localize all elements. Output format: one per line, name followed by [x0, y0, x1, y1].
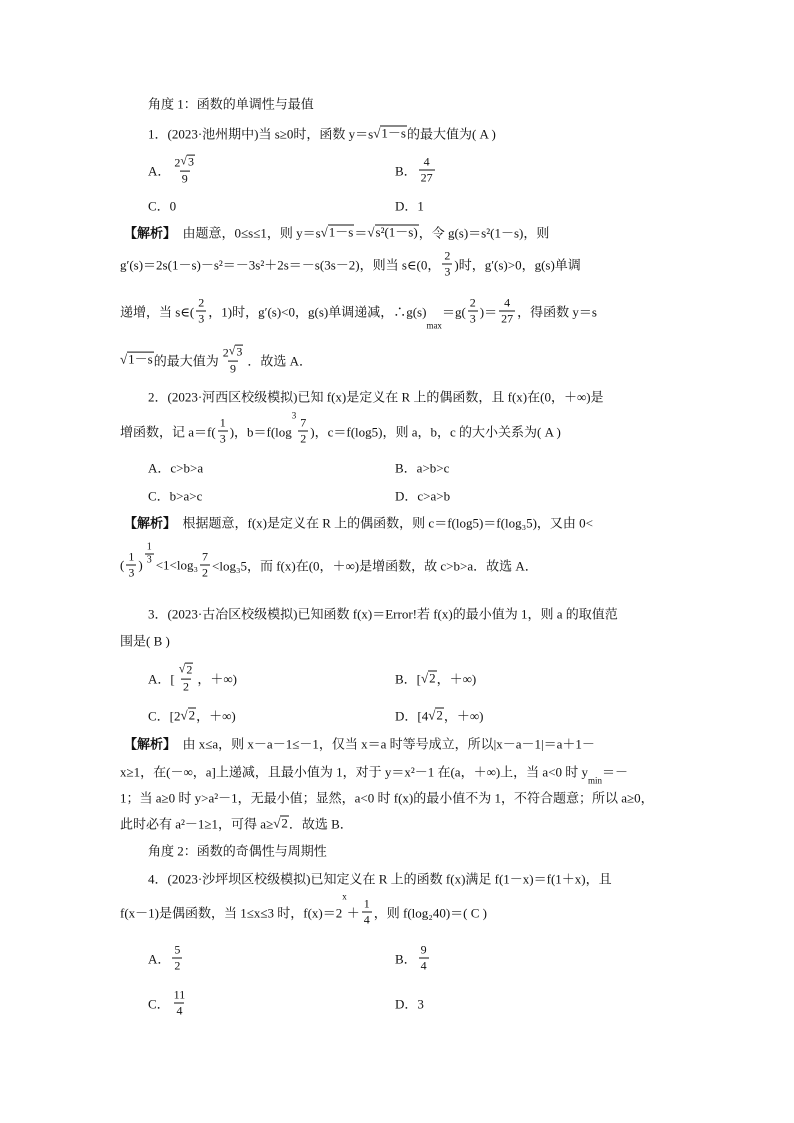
radical: √ 2	[181, 707, 197, 723]
text: <log₃5，而 f(x)在(0，＋∞)是增函数，故 c>b>a．故选 A．	[212, 558, 538, 574]
angle1-title	[148, 94, 314, 113]
text: 4．(2023·沙坪坝区校级模拟)已知定义在 R 上的函数 f(x)满足 f(1－x)＝f(1＋x)，且	[148, 871, 612, 887]
text: ，得函数 y＝s	[517, 304, 597, 320]
q3-solution-line-2	[120, 762, 629, 786]
q3-option-a	[148, 663, 237, 694]
q3-stem-line-2	[120, 631, 170, 650]
fraction: $\frac{1}{3}$	[128, 549, 135, 580]
q4-stem-line-2	[120, 891, 487, 927]
text: 围是( B )	[120, 633, 170, 649]
fraction: 2 √ 3 9	[172, 155, 197, 186]
text: ＋	[346, 905, 360, 921]
q2-solution-line-1	[124, 513, 593, 532]
fraction: $\frac{11}{4}$	[173, 987, 186, 1018]
q4-option-c	[148, 989, 189, 1018]
section-heading: 角度 1：函数的单调性与最值	[148, 96, 314, 112]
radical: √ 1－s	[373, 125, 407, 141]
fraction: 2 √ 3 9	[221, 345, 246, 376]
superscript: 3	[291, 410, 297, 421]
q3-solution-line-4	[120, 814, 353, 833]
fraction: $\frac{7}{2}$	[202, 549, 208, 580]
text: ＝－	[602, 764, 629, 780]
fraction: $\frac{4}{27}$	[501, 295, 514, 326]
option-text: D．c>a>b	[395, 488, 451, 504]
q3-option-c	[148, 706, 236, 725]
q1-stem	[148, 124, 496, 143]
radical: √ s²(1－s)	[367, 224, 418, 240]
fraction: $\frac{1}{4}$	[363, 896, 370, 927]
q1-option-a	[148, 155, 199, 186]
text: ．故选 A．	[247, 353, 312, 369]
option-text: A．c>b>a	[148, 460, 204, 476]
radical: √ 3	[229, 345, 244, 360]
option-text: C．0	[148, 198, 177, 214]
q3-solution-line-1	[124, 734, 595, 753]
text: ，则 f(log₂40)＝( C )	[373, 905, 487, 921]
text: )，b＝f(log	[229, 424, 292, 440]
text: 增函数，记 a＝f(	[120, 424, 216, 440]
q2-stem-line-1	[148, 387, 604, 406]
fraction: $\frac{4}{27}$	[420, 154, 433, 185]
q1-option-c	[148, 196, 176, 215]
angle2-title	[148, 841, 327, 860]
q3-solution-line-3	[120, 788, 654, 807]
q2-option-c	[148, 486, 202, 505]
q2-solution-line-2	[120, 541, 538, 580]
exponent-fraction: $\frac{1}{3}$	[146, 541, 152, 566]
option-text: D．3	[395, 996, 424, 1012]
text: 此时必有 a²－1≥1，可得 a≥	[120, 816, 274, 832]
superscript: x	[342, 891, 347, 902]
fraction: $\frac{2}{3}$	[444, 248, 451, 279]
q1-solution-line-2	[120, 250, 581, 279]
text: ．故选 B．	[288, 816, 353, 832]
text: 由 x≤a，则 x－a－1≤－1，仅当 x＝a 时等号成立，所以|x－a－1|＝a＋1－	[176, 736, 595, 752]
text: <1<log₃	[155, 557, 198, 572]
option-text: B．a>b>c	[395, 460, 450, 476]
text: 的最大值为( A )	[406, 126, 496, 142]
text: ，1)时，g′(s)<0，g(s)单调递减，∴g(s)	[208, 304, 427, 320]
section-heading: 角度 2：函数的奇偶性与周期性	[148, 843, 327, 859]
text: )	[138, 557, 143, 572]
option-text: D．1	[395, 198, 424, 214]
text: ，＋∞)	[443, 708, 484, 724]
radical: √ 2	[273, 815, 289, 831]
text: )时，g′(s)>0，g(s)单调	[454, 257, 581, 273]
text: B．[	[395, 671, 422, 687]
q1-solution-line-1	[124, 223, 549, 242]
fraction: $\frac{1}{3}$	[219, 415, 226, 446]
text: )，c＝f(log5)，则 a，b，c 的大小关系为( A )	[310, 424, 561, 440]
q2-option-a	[148, 458, 203, 477]
text: 1；当 a≥0 时 y>a²－1，无最小值；显然，a<0 时 f(x)的最小值不为 1，不符合题意；所以 a≥0，	[120, 790, 654, 806]
text: 2．(2023·河西区校级模拟)已知 f(x)是定义在 R 上的偶函数，且 f(x)在(0，＋∞)是	[148, 389, 604, 405]
fraction: $\frac{2}{3}$	[198, 295, 205, 326]
text: 递增，当 s∈(	[120, 304, 195, 320]
q2-option-b	[395, 458, 449, 477]
q4-option-a	[148, 944, 184, 973]
text: 根据题意，f(x)是定义在 R 上的偶函数，则 c＝f(log5)＝f(log₃5)，又由 0<	[176, 515, 594, 531]
text: 1．(2023·池州期中)当 s≥0时，函数 y＝s	[148, 126, 374, 142]
solution-tag: 【解析】	[124, 225, 177, 241]
text: C．[2	[148, 708, 181, 724]
text: 的最大值为	[153, 353, 219, 369]
option-label: C．	[148, 996, 170, 1012]
text: )＝	[479, 304, 498, 320]
q4-option-b	[395, 944, 431, 973]
option-label: B．	[395, 951, 417, 967]
text: A．[	[148, 671, 175, 687]
q1-option-d	[395, 196, 424, 215]
radical: √ 1－s	[120, 352, 154, 368]
solution-tag: 【解析】	[124, 736, 177, 752]
fraction: √ $\frac{2}{2}$	[177, 663, 196, 694]
text: D．[4	[395, 708, 429, 724]
option-label: A．	[148, 951, 171, 967]
radical: √ 2	[428, 707, 444, 723]
radical: √ 3	[180, 155, 195, 170]
option-text: C．b>a>c	[148, 488, 203, 504]
q2-option-d	[395, 486, 450, 505]
q3-option-b	[395, 669, 476, 688]
subscript: max	[426, 320, 442, 331]
text: f(x－1)是偶函数，当 1≤x≤3 时，f(x)＝2	[120, 905, 343, 921]
text: (	[120, 557, 125, 572]
radical: √ 2	[421, 670, 437, 686]
text: ，＋∞)	[196, 708, 236, 724]
fraction: $\frac{5}{2}$	[174, 942, 181, 973]
option-label: B．	[395, 163, 417, 179]
text: x≥1，在(－∞，a]上递减，且最小值为 1，对于 y＝x²－1 在(a，＋∞)上，当 a<0 时 y	[120, 764, 589, 780]
q3-option-d	[395, 706, 483, 725]
q4-option-d	[395, 994, 424, 1013]
q3-stem-line-1	[148, 604, 618, 623]
fraction: $\frac{9}{4}$	[420, 942, 427, 973]
radical: √ 2	[179, 663, 194, 678]
q4-stem-line-1	[148, 869, 612, 888]
subscript: min	[588, 775, 603, 786]
text: ，＋∞)	[197, 671, 237, 687]
q2-stem-line-2	[120, 410, 561, 446]
radical: √ 1－s	[321, 224, 355, 240]
fraction: $\frac{7}{2}$	[300, 415, 307, 446]
text: ＝g(	[441, 304, 466, 320]
q1-solution-line-3	[120, 295, 597, 331]
text: 3．(2023·古冶区校级模拟)已知函数 f(x)＝Error!若 f(x)的最小值为 1，则 a 的取值范	[148, 606, 618, 622]
solution-tag: 【解析】	[124, 515, 177, 531]
q1-option-b	[395, 156, 437, 185]
text: ＝	[354, 225, 368, 241]
option-label: A．	[148, 163, 171, 179]
text: g′(s)＝2s(1－s)－s²＝－3s²＋2s＝－s(3s－2)，则当 s∈(0，	[120, 257, 441, 273]
q1-solution-line-4	[120, 345, 312, 376]
text: ，＋∞)	[436, 671, 477, 687]
text: 由题意，0≤s≤1，则 y＝s	[176, 225, 321, 241]
fraction: $\frac{2}{3}$	[469, 295, 476, 326]
text: ，令 g(s)＝s²(1－s)，则	[418, 225, 550, 241]
